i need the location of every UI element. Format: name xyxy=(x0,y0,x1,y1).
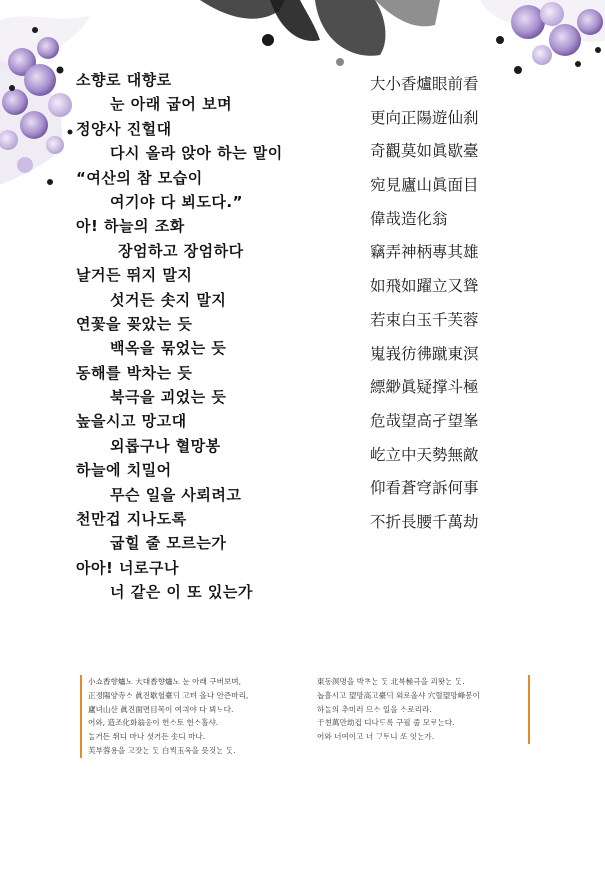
poem-line: 높을시고 망고대 xyxy=(76,412,187,431)
note-line: 어와, 造조化화翁옹이 헌ᄉᆞ토 헌ᄉᆞ홀샤. xyxy=(88,718,219,728)
poem-korean-translation xyxy=(76,68,356,605)
poem-line-hanja: 宛見廬山眞面目 xyxy=(370,176,479,195)
poem-line: 소향로 대향로 xyxy=(76,71,172,89)
poem-line: 날거든 뛰지 말지 xyxy=(76,266,193,285)
poem-line: 천만겁 지나도록 xyxy=(76,510,187,529)
poem-line: 동해를 박차는 듯 xyxy=(76,363,193,382)
poem-line: 다시 올라 앉아 하는 말이 xyxy=(110,144,283,163)
note-line: 어와 너여이고 너 ᄀᆞᄐᆞ니 ᄯᅩ 잇ᄂᆞᆫ가. xyxy=(317,732,435,742)
poem-line: 무슨 일을 사뢰려고 xyxy=(110,485,242,504)
poem-line: 섯거든 솟지 말지 xyxy=(110,290,227,309)
poem-line: 눈 아래 굽어 보며 xyxy=(110,95,233,114)
poem-line: 정양사 진헐대 xyxy=(76,119,172,138)
poem-line: 굽힐 줄 모르는가 xyxy=(110,534,227,553)
poem-line-hanja: 奇觀莫如眞歇臺 xyxy=(370,142,479,161)
note-line: 廬녀山산 眞진面면目목이 여긔야 다 뵈ᄂᆞ다. xyxy=(88,704,234,714)
poem-chinese-original xyxy=(370,68,510,540)
poem-line-hanja: 偉哉造化翁 xyxy=(370,209,448,228)
poem-line-hanja: 不折長腰千萬劫 xyxy=(370,512,479,531)
note-line: 하ᄂᆞᆯ의 추미러 므ᄉᆞ 일을 ᄉᆞ로리라. xyxy=(317,704,432,714)
poem-line: “여산의 참 모습이 xyxy=(76,168,203,187)
poem-line-hanja: 更向正陽遊仙刹 xyxy=(370,108,479,127)
original-text-note-right xyxy=(317,675,530,744)
note-line: 小쇼香향爐노 大대香향爐노 눈 아래 구버보며, xyxy=(88,677,241,686)
poem-line: 외롭구나 혈망봉 xyxy=(110,436,221,455)
poem-line-hanja: 若束白玉千芙蓉 xyxy=(370,310,479,329)
poem-line-hanja: 大小香爐眼前看 xyxy=(370,75,479,93)
poem-line: 북극을 괴었는 듯 xyxy=(110,388,227,407)
poem-line-hanja: 嵬峩彷彿蹴東溟 xyxy=(370,344,479,363)
poem-line: 너 같은 이 또 있는가 xyxy=(110,583,253,602)
poem-line: 연꽃을 꽂았는 듯 xyxy=(76,314,193,333)
poem-line: 장엄하고 장엄하다 xyxy=(118,241,244,260)
note-line: 正졍陽양寺ᄉᆞ 眞진歇헐臺ᄃᆡ 고텨 올나 안즌마리, xyxy=(88,690,249,700)
poem-line: 아! 하늘의 조화 xyxy=(76,217,185,236)
original-text-note-left xyxy=(80,675,308,758)
poem-line: 하늘에 치밀어 xyxy=(76,461,172,480)
poem-line: 아아! 너로구나 xyxy=(76,558,180,577)
note-line: 東동溟명을 박ᄎᆞᄂᆞᆫ ᄃᆞᆺ 北븍極극을 괴왓ᄂᆞᆫ ᄃᆞᆺ. xyxy=(317,677,465,686)
poem-line: 백옥을 묶었는 듯 xyxy=(110,339,227,358)
note-line: ᄂᆞᆯ거든 ᄯᅱ디 마나 셧거든 솟디 마나. xyxy=(88,732,206,742)
poem-line-hanja: 危哉望高孑望峯 xyxy=(370,411,479,430)
poem-line-hanja: 如飛如躍立又聳 xyxy=(370,277,479,296)
poem-line-hanja: 縹緲眞疑撑斗極 xyxy=(370,378,479,397)
poem-line-hanja: 仰看蒼穹訴何事 xyxy=(370,479,479,498)
note-line: 芙부蓉용을 고잣ᄂᆞᆫ ᄃᆞᆺ 白ᄇᆡᆨ玉옥을 믓것ᄂᆞᆫ ᄃᆞᆺ. xyxy=(88,745,236,755)
poem-line: 여기야 다 뵈도다.” xyxy=(110,192,243,211)
poem-line-hanja: 屹立中天勢無敵 xyxy=(370,445,479,464)
poem-line-hanja: 竊弄神柄專其雄 xyxy=(370,243,479,262)
leaf-decoration-top xyxy=(190,0,440,70)
note-line: 千쳔萬만劫겁 디나ᄃᆞ록 구필 줄 모ᄅᆞᄂᆞᆫ다. xyxy=(317,718,455,728)
note-line: 놉흘시고 望망高고臺ᄃᆡ 외로올샤 穴혈望망峰봉이 xyxy=(317,690,480,700)
